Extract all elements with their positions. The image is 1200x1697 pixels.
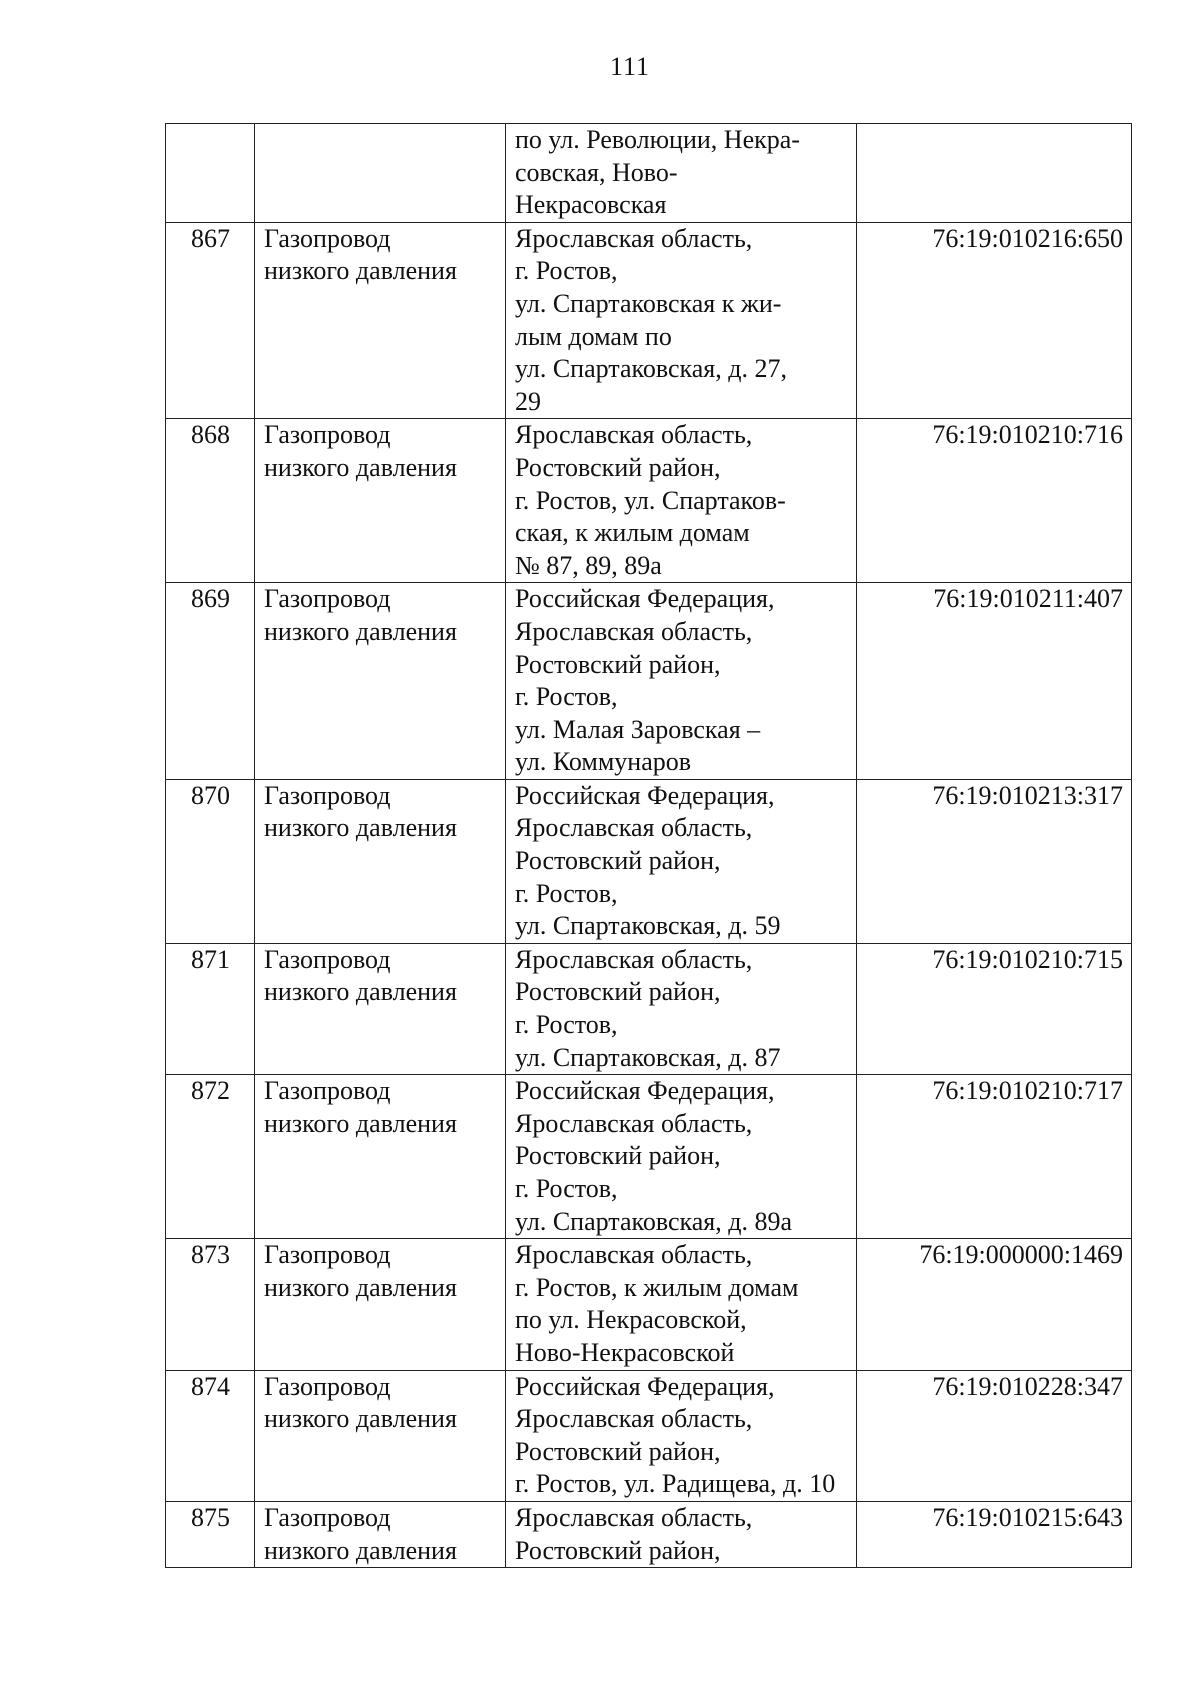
object-address: Российская Федерация, Ярославская область, Ростовский район, г. Ростов, ул. Спартаковская, д. 89а bbox=[506, 1075, 857, 1239]
object-name bbox=[255, 124, 506, 223]
table-row bbox=[166, 943, 1132, 1074]
row-number: 870 bbox=[166, 779, 255, 943]
object-address: Ярославская область, г. Ростов, ул. Спартаковская к жи- лым домам по ул. Спартаковская, д. 27, 29 bbox=[506, 222, 857, 419]
object-address: Ярославская область, Ростовский район, г. Ростов, ул. Спартаков- ская, к жилым домам № 87, 89, 89а bbox=[506, 419, 857, 583]
object-address: Российская Федерация, Ярославская область, Ростовский район, г. Ростов, ул. Радищева, д. 10 bbox=[506, 1370, 857, 1501]
row-number: 873 bbox=[166, 1239, 255, 1370]
table-row bbox=[166, 1239, 1132, 1370]
object-address: Ярославская область, Ростовский район, г. Ростов, ул. Спартаковская, д. 87 bbox=[506, 943, 857, 1074]
registry-table-body bbox=[166, 124, 1132, 1568]
object-address: Российская Федерация, Ярославская область, Ростовский район, г. Ростов, ул. Малая Заровская – ул. Коммунаров bbox=[506, 583, 857, 780]
cadastral-number: 76:19:010228:347 bbox=[857, 1370, 1132, 1501]
row-number: 872 bbox=[166, 1075, 255, 1239]
row-number: 869 bbox=[166, 583, 255, 780]
cadastral-number: 76:19:010210:717 bbox=[857, 1075, 1132, 1239]
object-name: Газопровод низкого давления bbox=[255, 779, 506, 943]
object-name: Газопровод низкого давления bbox=[255, 1239, 506, 1370]
table-row bbox=[166, 1075, 1132, 1239]
row-number: 874 bbox=[166, 1370, 255, 1501]
cadastral-number: 76:19:010211:407 bbox=[857, 583, 1132, 780]
row-number: 868 bbox=[166, 419, 255, 583]
object-name: Газопровод низкого давления bbox=[255, 583, 506, 780]
row-number: 875 bbox=[166, 1501, 255, 1567]
cadastral-number: 76:19:000000:1469 bbox=[857, 1239, 1132, 1370]
cadastral-number bbox=[857, 124, 1132, 223]
object-name: Газопровод низкого давления bbox=[255, 222, 506, 419]
object-name: Газопровод низкого давления bbox=[255, 1370, 506, 1501]
table-row bbox=[166, 419, 1132, 583]
object-name: Газопровод низкого давления bbox=[255, 419, 506, 583]
table-row bbox=[166, 1501, 1132, 1567]
object-address: Российская Федерация, Ярославская область, Ростовский район, г. Ростов, ул. Спартаковская, д. 59 bbox=[506, 779, 857, 943]
object-address: по ул. Революции, Некра- совская, Ново- Некрасовская bbox=[506, 124, 857, 223]
object-name: Газопровод низкого давления bbox=[255, 943, 506, 1074]
table-row bbox=[166, 222, 1132, 419]
cadastral-number: 76:19:010215:643 bbox=[857, 1501, 1132, 1567]
cadastral-number: 76:19:010216:650 bbox=[857, 222, 1132, 419]
object-name: Газопровод низкого давления bbox=[255, 1075, 506, 1239]
table-row bbox=[166, 124, 1132, 223]
row-number: 871 bbox=[166, 943, 255, 1074]
cadastral-number: 76:19:010210:716 bbox=[857, 419, 1132, 583]
table-row bbox=[166, 779, 1132, 943]
object-name: Газопровод низкого давления bbox=[255, 1501, 506, 1567]
row-number: 867 bbox=[166, 222, 255, 419]
cadastral-number: 76:19:010210:715 bbox=[857, 943, 1132, 1074]
registry-table bbox=[165, 123, 1132, 1568]
table-row bbox=[166, 583, 1132, 780]
cadastral-number: 76:19:010213:317 bbox=[857, 779, 1132, 943]
page-number: 111 bbox=[609, 52, 651, 81]
table-row bbox=[166, 1370, 1132, 1501]
object-address: Ярославская область, Ростовский район, bbox=[506, 1501, 857, 1567]
object-address: Ярославская область, г. Ростов, к жилым домам по ул. Некрасовской, Ново-Некрасовской bbox=[506, 1239, 857, 1370]
row-number bbox=[166, 124, 255, 223]
